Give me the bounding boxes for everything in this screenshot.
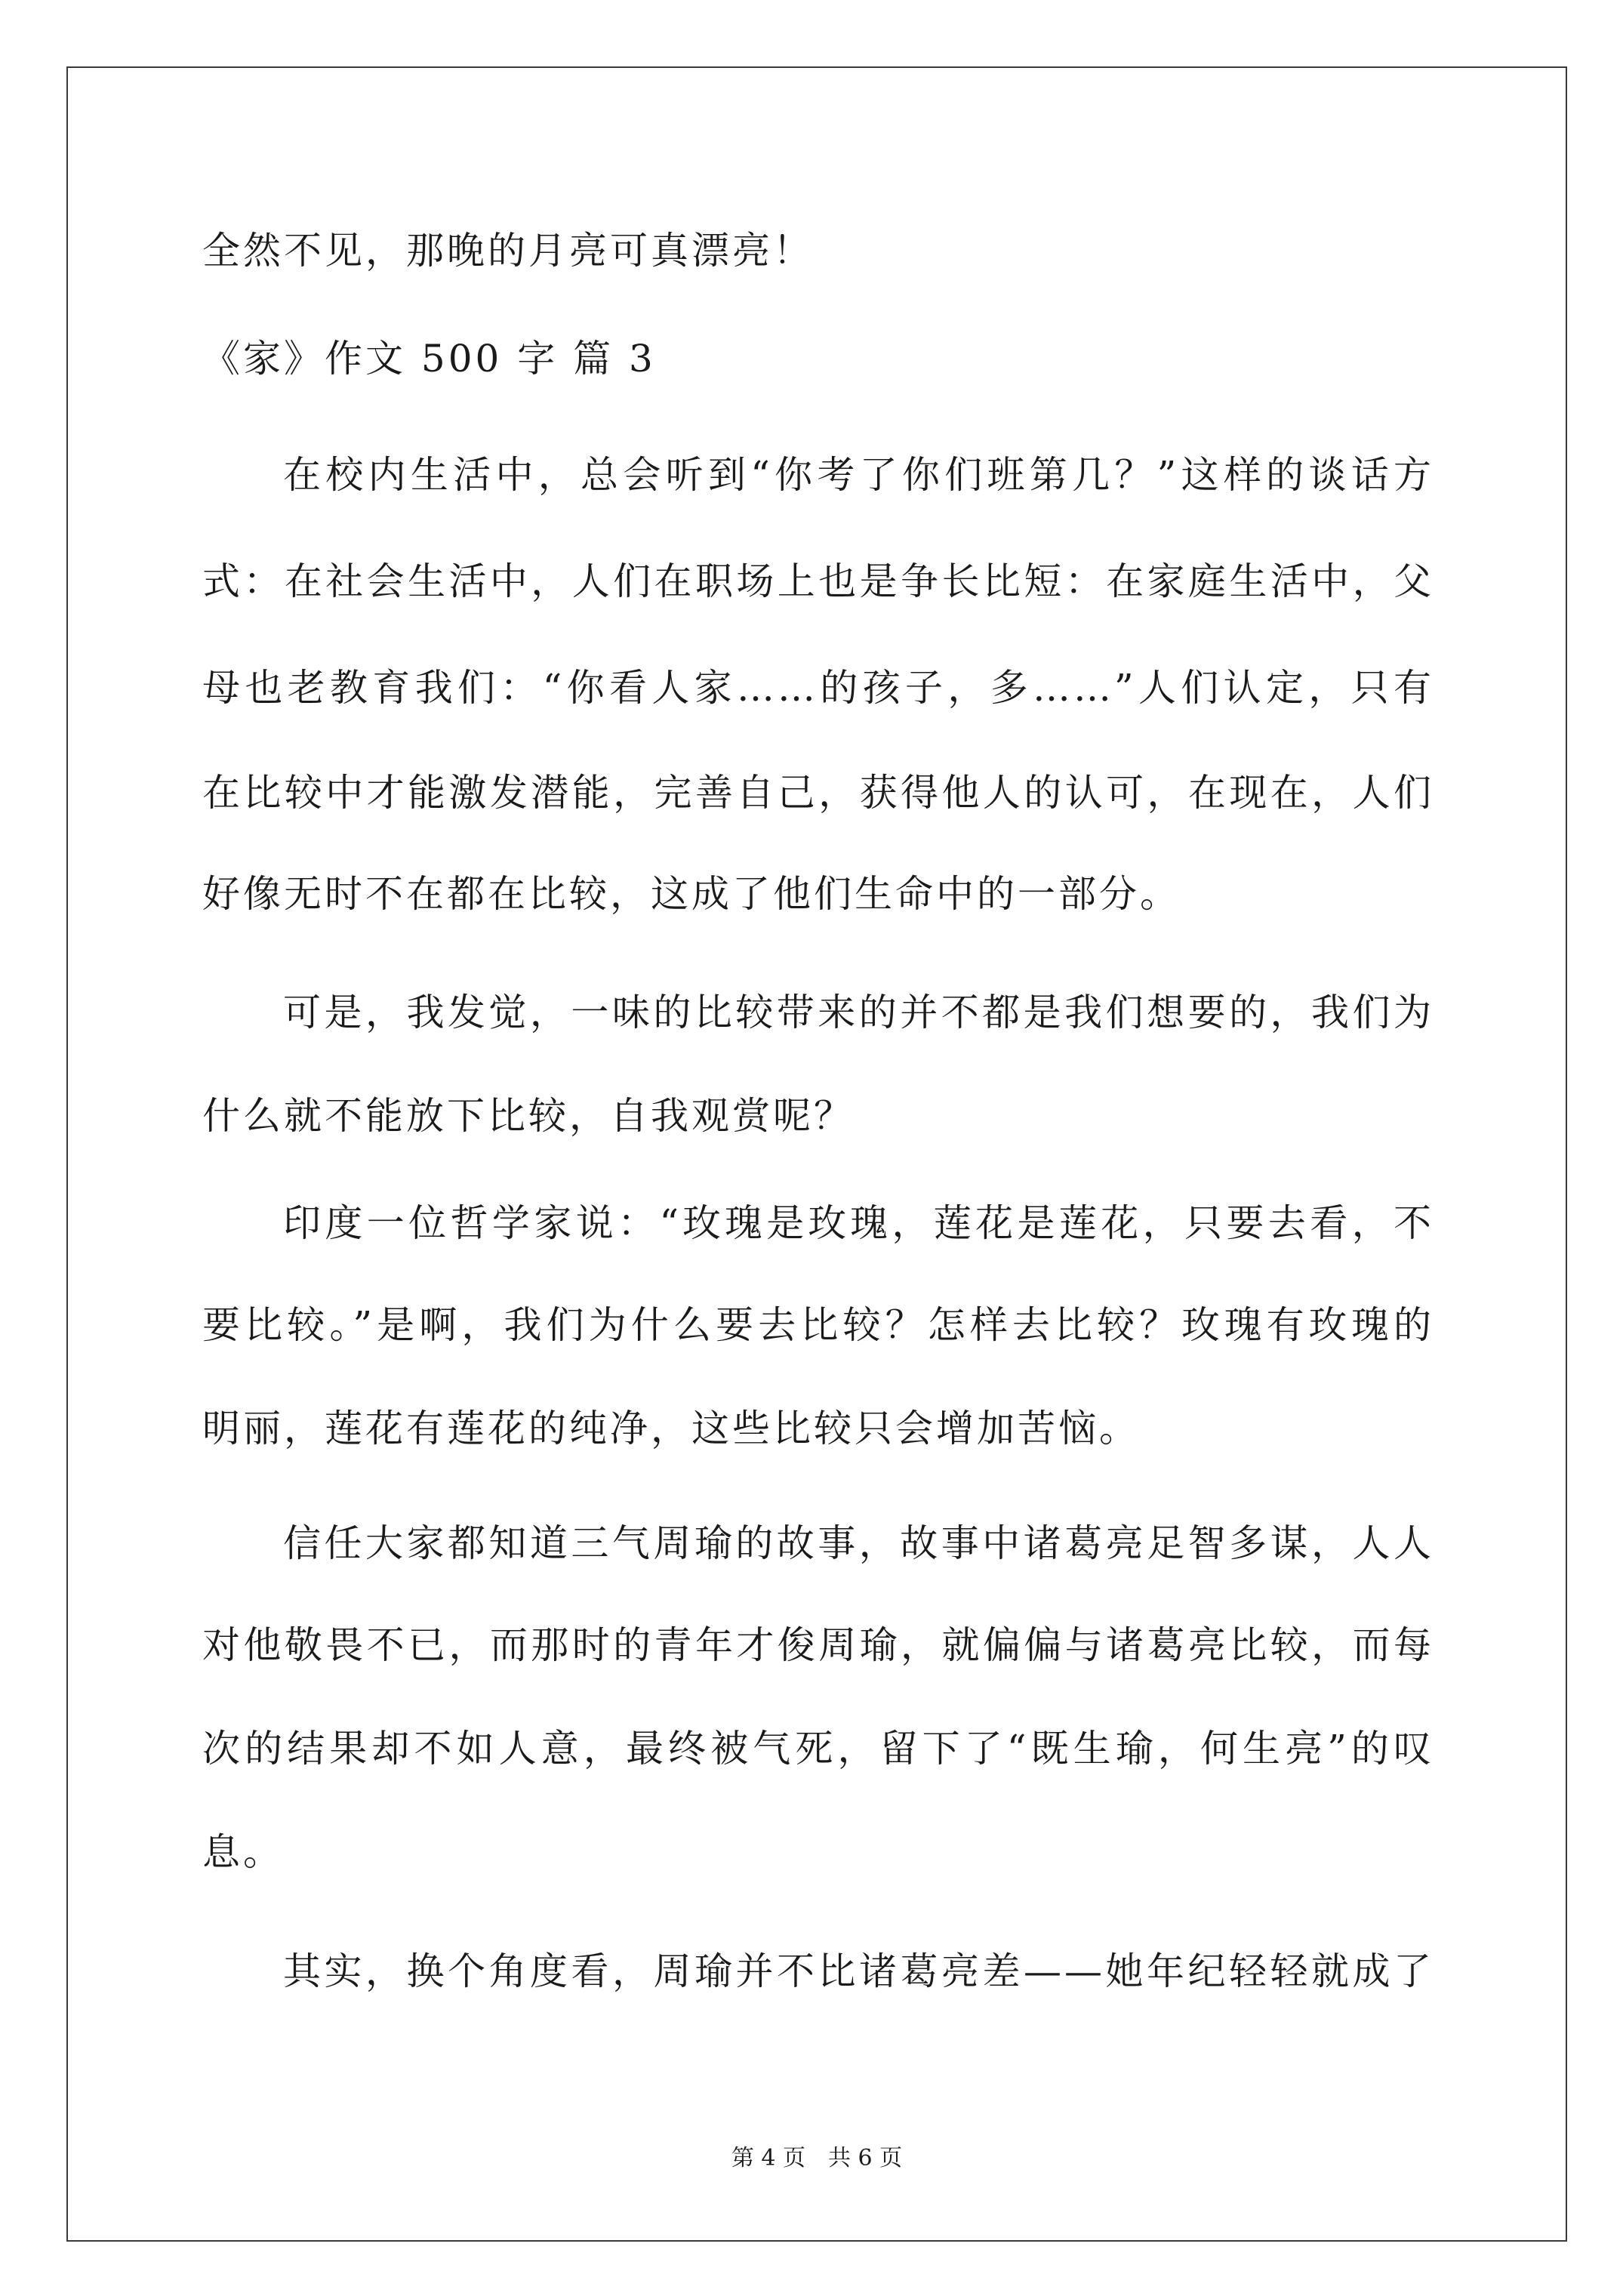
page-number: 第 4 页 xyxy=(731,2145,805,2171)
paragraph-2-line-1: 可是，我发觉，一味的比较带来的并不都是我们想要的，我们为 xyxy=(283,991,1434,1034)
paragraph-1-line-3: 母也老教育我们：“你看人家……的孩子，多……”人们认定，只有 xyxy=(202,666,1434,710)
paragraph-1-line-1: 在校内生活中，总会听到“你考了你们班第几？”这样的谈话方 xyxy=(283,453,1434,497)
paragraph-1-line-2: 式：在社会生活中，人们在职场上也是争长比短：在家庭生活中，父 xyxy=(202,559,1434,603)
paragraph-1-line-5: 好像无时不在都在比较，这成了他们生命中的一部分。 xyxy=(202,872,1181,916)
paragraph-2-line-2: 什么就不能放下比较，自我观赏呢？ xyxy=(202,1094,855,1138)
paragraph-1-line-4: 在比较中才能激发潜能，完善自己，获得他人的认可，在现在，人们 xyxy=(202,771,1434,815)
paragraph-3-line-2: 要比较。”是啊，我们为什么要去比较？怎样去比较？玫瑰有玫瑰的 xyxy=(202,1303,1434,1347)
paragraph-4-line-1: 信任大家都知道三气周瑜的故事，故事中诸葛亮足智多谋，人人 xyxy=(283,1521,1434,1565)
paragraph-5-line-1: 其实，换个角度看，周瑜并不比诸葛亮差——她年纪轻轻就成了 xyxy=(283,1949,1434,1993)
paragraph-4-line-2: 对他敬畏不已，而那时的青年才俊周瑜，就偏偏与诸葛亮比较，而每 xyxy=(202,1623,1434,1667)
page-total: 共 6 页 xyxy=(828,2145,903,2171)
page-border xyxy=(66,66,1567,2242)
paragraph-3-line-1: 印度一位哲学家说：“玫瑰是玫瑰，莲花是莲花，只要去看，不 xyxy=(283,1201,1434,1245)
paragraph-4-line-3: 次的结果却不如人意，最终被气死，留下了“既生瑜，何生亮”的叹 xyxy=(202,1727,1434,1771)
continuation-line: 全然不见，那晚的月亮可真漂亮！ xyxy=(202,229,814,273)
paragraph-4-line-4: 息。 xyxy=(202,1830,284,1874)
paragraph-3-line-3: 明丽，莲花有莲花的纯净，这些比较只会增加苦恼。 xyxy=(202,1407,1140,1450)
essay-heading: 《家》作文 500 字 篇 3 xyxy=(202,337,656,381)
page-footer xyxy=(66,2143,1567,2174)
